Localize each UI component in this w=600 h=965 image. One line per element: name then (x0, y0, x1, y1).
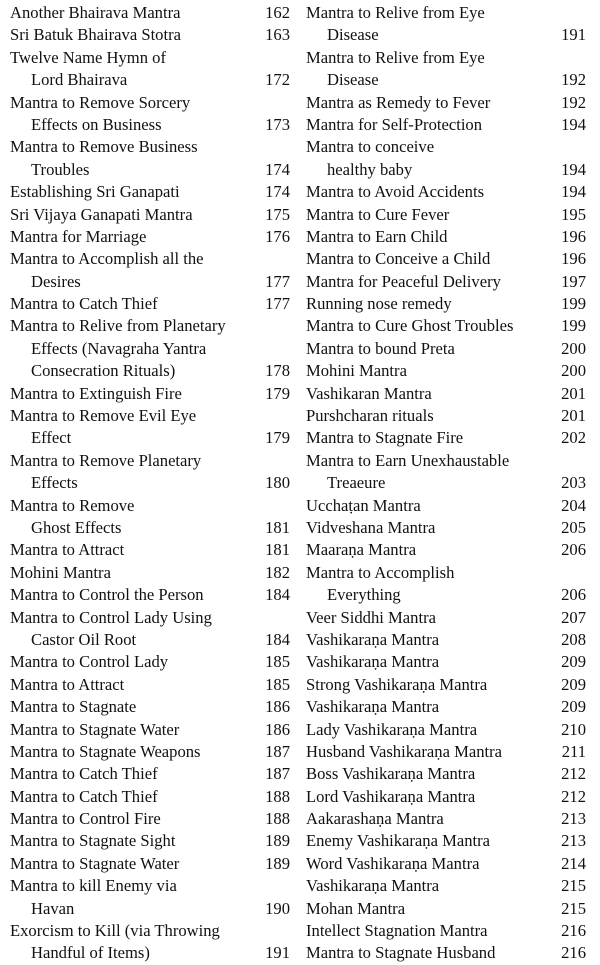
toc-page-number: 195 (561, 204, 586, 224)
toc-page-number: 188 (265, 809, 290, 829)
toc-entry-title: Mantra to Remove (10, 495, 135, 515)
toc-page-number: 181 (265, 517, 290, 537)
toc-entry (10, 786, 290, 808)
toc-entry (306, 741, 586, 763)
toc-entry (306, 338, 586, 360)
toc-entry (306, 450, 586, 495)
toc-entry-title: Mantra to Stagnate Fire (306, 428, 464, 448)
toc-page-number: 186 (265, 719, 290, 739)
toc-entry-title: Mantra to bound Preta (306, 338, 455, 358)
toc-entry (306, 271, 586, 293)
toc-entry-title: Mantra to Accomplish (306, 562, 455, 582)
toc-entry-title: Establishing Sri Ganapati (10, 182, 180, 202)
toc-entry-title: Mantra to Stagnate (10, 697, 137, 717)
toc-page-number: 194 (561, 114, 586, 134)
toc-entry-title: Mantra to Conceive a Child (306, 249, 491, 269)
toc-entry (306, 830, 586, 852)
toc-entry-title: Twelve Name Hymn of (10, 47, 166, 67)
toc-page-number: 191 (561, 25, 586, 45)
toc-entry-title: Mantra to Control the Person (10, 585, 204, 605)
toc-entry (306, 92, 586, 114)
toc-entry (10, 741, 290, 763)
toc-page-number: 204 (561, 495, 586, 515)
toc-page-number: 209 (561, 697, 586, 717)
toc-entry-title: Enemy Vashikaraṇa Mantra (306, 831, 491, 851)
toc-entry-title: Intellect Stagnation Mantra (306, 921, 488, 941)
toc-entry-title: Mantra to Stagnate Husband (306, 943, 496, 963)
toc-entry-title: Handful of Items) (31, 943, 150, 963)
toc-entry (306, 920, 586, 942)
toc-entry-title: Mohan Mantra (306, 898, 406, 918)
toc-entry-title: Mantra to conceive (306, 137, 435, 157)
toc-entry (306, 539, 586, 561)
toc-page-number: 188 (265, 786, 290, 806)
toc-page-number: 182 (265, 562, 290, 582)
toc-entry (306, 719, 586, 741)
toc-page-number: 196 (561, 249, 586, 269)
toc-page-number: 209 (561, 674, 586, 694)
toc-entry-title: Everything (327, 585, 401, 605)
toc-entry-title: Running nose remedy (306, 294, 452, 314)
toc-entry (10, 719, 290, 741)
toc-page-number: 209 (561, 652, 586, 672)
toc-entry-title: Effect (31, 428, 72, 448)
toc-entry-title: Mantra for Self-Protection (306, 114, 483, 134)
toc-entry (306, 607, 586, 629)
toc-page-number: 213 (561, 809, 586, 829)
toc-entry (10, 92, 290, 137)
toc-entry-title: Troubles (31, 159, 90, 179)
toc-page-number: 192 (561, 92, 586, 112)
toc-page-number: 216 (561, 943, 586, 963)
toc-entry (306, 808, 586, 830)
toc-entry-title: Ghost Effects (31, 517, 122, 537)
toc-entry-title: Mantra to Catch Thief (10, 786, 158, 806)
toc-entry-title: Mantra to Remove Evil Eye (10, 406, 197, 426)
toc-page-number: 180 (265, 473, 290, 493)
toc-entry (306, 383, 586, 405)
toc-page-number: 216 (561, 921, 586, 941)
toc-right-column (306, 2, 586, 965)
toc-entry-title: Husband Vashikaraṇa Mantra (306, 741, 502, 761)
toc-page-number: 213 (561, 831, 586, 851)
toc-entry (306, 315, 586, 337)
toc-entry-title: Mantra to Relive from Eye (306, 47, 485, 67)
toc-page-number: 201 (561, 406, 586, 426)
toc-entry-title: Boss Vashikaraṇa Mantra (306, 764, 476, 784)
toc-entry (306, 942, 586, 964)
toc-entry-title: Vashikaraṇa Mantra (306, 629, 440, 649)
toc-entry (10, 315, 290, 382)
toc-entry (306, 47, 586, 92)
toc-page-number: 214 (561, 853, 586, 873)
toc-page-number: 199 (561, 316, 586, 336)
toc-entry-title: Another Bhairava Mantra (10, 3, 181, 22)
toc-page-number: 197 (561, 271, 586, 291)
toc-entry-title: Mantra to Extinguish Fire (10, 383, 182, 403)
toc-entry (10, 539, 290, 561)
toc-page-number: 208 (561, 629, 586, 649)
toc-entry-title: Mantra to Stagnate Sight (10, 831, 176, 851)
toc-entry-title: Veer Siddhi Mantra (306, 607, 436, 627)
toc-page-number: 215 (561, 898, 586, 918)
toc-page-number: 211 (561, 741, 586, 761)
toc-page-number: 203 (561, 473, 586, 493)
toc-entry-title: Vashikaraṇa Mantra (306, 652, 440, 672)
toc-page-number: 179 (265, 428, 290, 448)
toc-page-number: 172 (265, 70, 290, 90)
toc-entry (306, 181, 586, 203)
toc-entry-title: Vashikaraṇa Mantra (306, 697, 440, 717)
toc-page-number: 187 (265, 764, 290, 784)
toc-entry (306, 248, 586, 270)
toc-entry-title: Mohini Mantra (10, 562, 111, 582)
toc-page-number: 201 (561, 383, 586, 403)
toc-entry-title: Mantra to Avoid Accidents (306, 182, 485, 202)
toc-entry-title: Lord Bhairava (31, 70, 128, 90)
toc-page-number: 200 (561, 338, 586, 358)
toc-page-number: 199 (561, 294, 586, 314)
toc-entry (10, 875, 290, 920)
toc-entry-title: Strong Vashikaraṇa Mantra (306, 674, 488, 694)
toc-entry (306, 898, 586, 920)
toc-entry-title: Mantra to kill Enemy via (10, 876, 177, 896)
toc-entry-title: Mantra to Stagnate Water (10, 853, 180, 873)
toc-entry (10, 405, 290, 450)
toc-entry-title: Mantra to Earn Unexhaustable (306, 450, 510, 470)
toc-entry-title: healthy baby (327, 159, 413, 179)
toc-entry-title: Mantra to Cure Fever (306, 204, 450, 224)
toc-entry (306, 114, 586, 136)
toc-entry (306, 875, 586, 897)
toc-entry-title: Mantra to Catch Thief (10, 764, 158, 784)
toc-page-number: 202 (561, 428, 586, 448)
toc-entry-title: Desires (31, 271, 81, 291)
toc-entry-title: Mantra to Remove Sorcery (10, 92, 191, 112)
toc-entry (10, 204, 290, 226)
toc-entry-title: Lord Vashikaraṇa Mantra (306, 786, 476, 806)
toc-entry-title: Mantra to Remove Planetary (10, 450, 202, 470)
toc-page-number: 212 (561, 786, 586, 806)
toc-entry-title: Effects (31, 473, 78, 493)
toc-page-number: 173 (265, 114, 290, 134)
toc-entry (10, 651, 290, 673)
toc-entry-title: Sri Batuk Bhairava Stotra (10, 25, 181, 45)
toc-page-number: 207 (561, 607, 586, 627)
toc-entry-title: Mantra to Relive from Eye (306, 3, 485, 22)
toc-page-number: 194 (561, 182, 586, 202)
toc-entry-title: Maaraṇa Mantra (306, 540, 417, 560)
toc-page-number: 174 (265, 159, 290, 179)
toc-entry (306, 763, 586, 785)
toc-page-number: 187 (265, 741, 290, 761)
toc-page-number: 185 (265, 652, 290, 672)
toc-entry (306, 293, 586, 315)
toc-page-number: 205 (561, 517, 586, 537)
toc-entry (306, 517, 586, 539)
toc-entry (10, 853, 290, 875)
toc-page-number: 200 (561, 361, 586, 381)
toc-entry (306, 136, 586, 181)
toc-entry-title: Effects (Navagraha Yantra (31, 338, 207, 358)
toc-entry-title: Mantra to Stagnate Weapons (10, 741, 201, 761)
toc-entry (306, 360, 586, 382)
toc-page-number: 184 (265, 585, 290, 605)
toc-entry (10, 181, 290, 203)
toc-entry-title: Mantra to Cure Ghost Troubles (306, 316, 514, 336)
toc-entry (10, 920, 290, 965)
toc-entry-title: Havan (31, 898, 75, 918)
toc-entry-title: Mantra to Earn Child (306, 226, 448, 246)
toc-entry (306, 495, 586, 517)
toc-entry (306, 562, 586, 607)
toc-entry-title: Mantra for Marriage (10, 226, 147, 246)
toc-entry (306, 204, 586, 226)
toc-entry-title: Lady Vashikaraṇa Mantra (306, 719, 478, 739)
toc-page-number: 194 (561, 159, 586, 179)
toc-entry (10, 450, 290, 495)
toc-entry-title: Sri Vijaya Ganapati Mantra (10, 204, 193, 224)
toc-page-number: 162 (265, 3, 290, 22)
toc-page-number: 186 (265, 697, 290, 717)
toc-entry-title: Mantra to Control Fire (10, 809, 161, 829)
toc-entry-title: Mantra to Attract (10, 674, 125, 694)
toc-page-number: 179 (265, 383, 290, 403)
toc-entry (306, 226, 586, 248)
toc-entry-title: Mantra to Stagnate Water (10, 719, 180, 739)
toc-entry (306, 696, 586, 718)
toc-entry-title: Mantra as Remedy to Fever (306, 92, 491, 112)
toc-entry (306, 853, 586, 875)
toc-entry (10, 226, 290, 248)
toc-page-number: 181 (265, 540, 290, 560)
toc-entry (10, 383, 290, 405)
toc-entry (10, 696, 290, 718)
toc-entry-title: Vidveshana Mantra (306, 517, 436, 537)
toc-entry (10, 248, 290, 293)
toc-entry-title: Mantra to Remove Business (10, 137, 198, 157)
toc-entry (10, 47, 290, 92)
toc-entry (10, 293, 290, 315)
toc-entry-title: Disease (327, 70, 379, 90)
toc-entry-title: Mohini Mantra (306, 361, 407, 381)
toc-page-number: 163 (265, 25, 290, 45)
toc-entry (306, 2, 586, 47)
toc-entry-title: Word Vashikaraṇa Mantra (306, 853, 480, 873)
toc-page-number: 191 (265, 943, 290, 963)
toc-page-number: 189 (265, 831, 290, 851)
toc-page-number: 190 (265, 898, 290, 918)
toc-entry (10, 24, 290, 46)
toc-page-number: 178 (265, 361, 290, 381)
toc-entry (306, 651, 586, 673)
toc-entry-title: Mantra to Catch Thief (10, 294, 158, 314)
toc-entry (10, 562, 290, 584)
toc-entry (306, 405, 586, 427)
toc-page-number: 177 (265, 294, 290, 314)
toc-entry (10, 674, 290, 696)
toc-entry (306, 629, 586, 651)
toc-entry (10, 2, 290, 24)
toc-entry-title: Mantra to Attract (10, 540, 125, 560)
toc-entry-title: Castor Oil Root (31, 629, 137, 649)
toc-page-number: 189 (265, 853, 290, 873)
toc-entry (306, 427, 586, 449)
toc-entry-title: Purshcharan rituals (306, 406, 434, 426)
toc-entry-title: Aakarashaṇa Mantra (306, 809, 444, 829)
toc-entry (10, 136, 290, 181)
toc-page-number: 177 (265, 271, 290, 291)
toc-entry-title: Exorcism to Kill (via Throwing (10, 921, 220, 941)
toc-entry (10, 584, 290, 606)
toc-page-number: 185 (265, 674, 290, 694)
toc-entry-title: Vashikaran Mantra (306, 383, 432, 403)
toc-entry (306, 786, 586, 808)
toc-entry-title: Effects on Business (31, 114, 162, 134)
toc-entry (10, 607, 290, 652)
toc-entry (10, 495, 290, 540)
toc-entry-title: Mantra to Relive from Planetary (10, 316, 226, 336)
toc-entry (306, 674, 586, 696)
toc-page-number: 174 (265, 182, 290, 202)
toc-page-number: 206 (561, 585, 586, 605)
toc-entry-title: Consecration Rituals) (31, 361, 176, 381)
toc-page-number: 215 (561, 876, 586, 896)
toc-left-column (10, 2, 290, 965)
toc-page-number: 184 (265, 629, 290, 649)
toc-entry-title: Treaeure (327, 473, 386, 493)
toc-entry-title: Mantra to Control Lady (10, 652, 169, 672)
toc-page-number: 210 (561, 719, 586, 739)
toc-entry-title: Disease (327, 25, 379, 45)
toc-page-number: 175 (265, 204, 290, 224)
toc-page-number: 176 (265, 226, 290, 246)
toc-entry (10, 830, 290, 852)
toc-entry-title: Mantra for Peaceful Delivery (306, 271, 501, 291)
toc-entry-title: Mantra to Accomplish all the (10, 249, 204, 269)
toc-entry-title: Ucchaṭan Mantra (306, 495, 421, 515)
toc-entry (10, 763, 290, 785)
toc-page-number: 192 (561, 70, 586, 90)
toc-page-number: 212 (561, 764, 586, 784)
toc-entry-title: Mantra to Control Lady Using (10, 607, 212, 627)
toc-entry (10, 808, 290, 830)
toc-entry-title: Vashikaraṇa Mantra (306, 876, 440, 896)
toc-page-number: 196 (561, 226, 586, 246)
toc-page-number: 206 (561, 540, 586, 560)
